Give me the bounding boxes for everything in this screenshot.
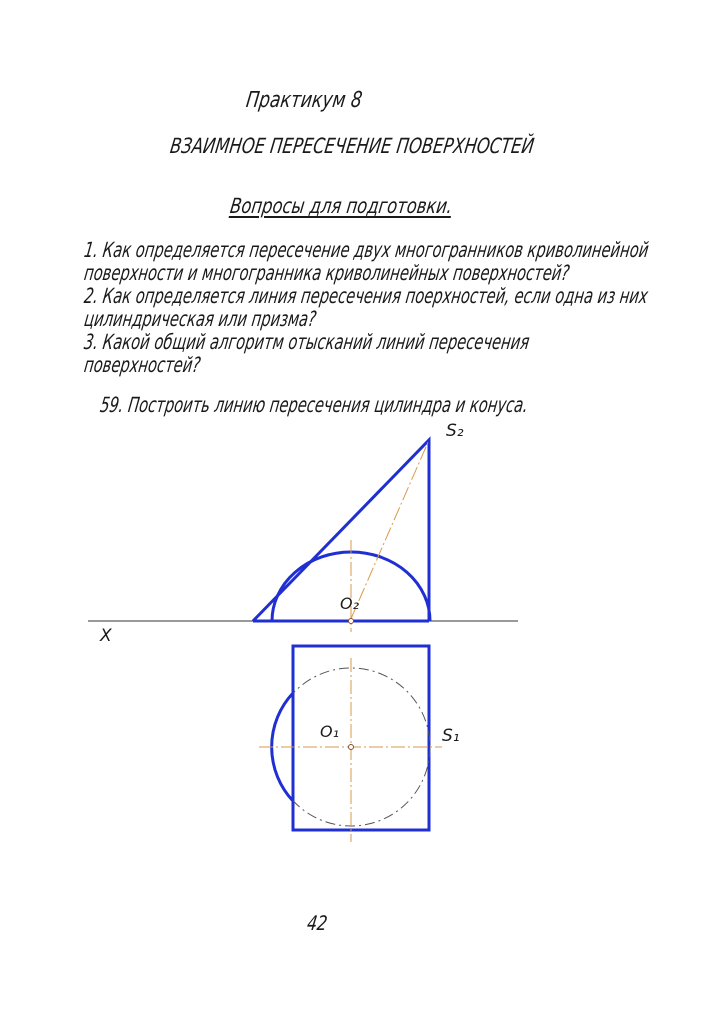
cone-generatrix-axis xyxy=(350,440,429,621)
cylinder-top-rect xyxy=(293,646,429,830)
question-1-line-2: поверхности и многогранника криволинейных поверхностей? xyxy=(82,261,572,285)
question-2-line-2: цилиндрическая или призма? xyxy=(82,307,318,331)
label-o1: O₁ xyxy=(320,722,340,741)
question-3-line-2: поверхностей? xyxy=(82,353,202,377)
task-statement: 59. Построить линию пересечения цилиндра и конуса. xyxy=(98,393,530,417)
topic-heading: ВЗАИМНОЕ ПЕРЕСЕЧЕНИЕ ПОВЕРХНОСТЕЙ xyxy=(168,134,536,158)
question-1-line-1: 1. Как определяется пересечение двух многогранников криволинейной xyxy=(82,238,651,262)
o1-point xyxy=(349,745,354,750)
label-x-axis: X xyxy=(100,626,112,646)
label-o2: O₂ xyxy=(340,594,360,613)
practicum-title: Практикум 8 xyxy=(244,88,364,113)
label-s1: S₁ xyxy=(442,726,460,746)
questions-heading: Вопросы для подготовки. xyxy=(228,194,455,218)
question-3-line-1: 3. Какой общий алгоритм отысканий линий пересечения xyxy=(82,330,532,354)
o2-point xyxy=(349,619,354,624)
label-s2: S₂ xyxy=(446,421,464,441)
page-number: 42 xyxy=(305,911,329,935)
question-2-line-1: 2. Как определяется линия пересечения поерхностей, если одна из них xyxy=(82,284,650,308)
